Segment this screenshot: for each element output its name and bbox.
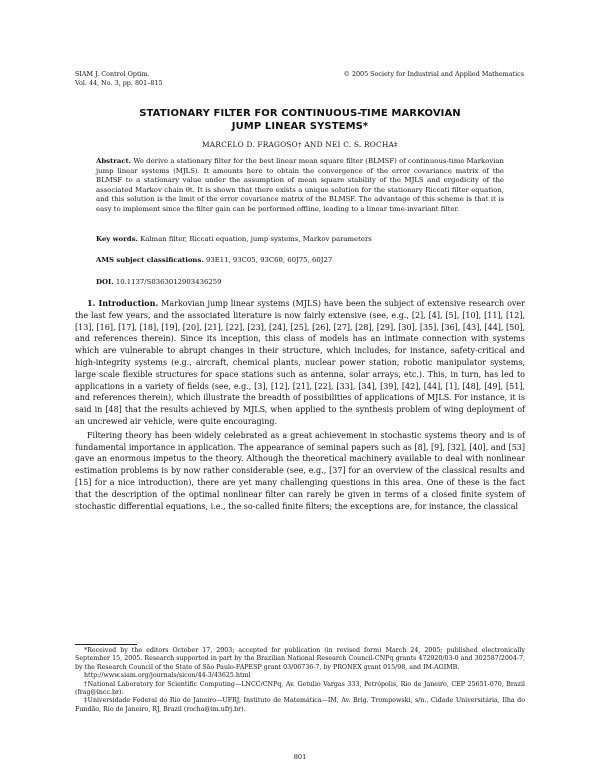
keywords bbox=[96, 235, 504, 244]
page-number: 801 bbox=[293, 753, 307, 761]
keywords-text: Kalman filter, Riccati equation, jump systems, Markov parameters bbox=[140, 235, 372, 243]
paper-body bbox=[75, 298, 525, 512]
ams-classifications bbox=[96, 256, 504, 265]
journal-header bbox=[75, 70, 163, 87]
title-line-1: STATIONARY FILTER FOR CONTINUOUS-TIME MARKOVIAN bbox=[139, 108, 461, 119]
footnotes bbox=[75, 647, 525, 714]
section-heading: 1. Introduction. bbox=[87, 298, 159, 308]
paper-title bbox=[60, 108, 540, 133]
author-list: MARCELO D. FRAGOSO† AND NEI C. S. ROCHA‡ bbox=[202, 140, 398, 149]
doi bbox=[96, 278, 504, 287]
footnote-received: *Received by the editors October 17, 2003; accepted for publication (in revised form) March 24, 2005; published electronically September 15, 2005. Research supported in part by the Brazilian National Research Council-CNPq grants 472920/03-0 and 302587/2004-7, by the Research Council of the State of São Paulo-FAPESP grant 03/06736-7, by PRONEX grant 015/98, and IM-AGIMB. bbox=[75, 647, 525, 671]
title-line-2: JUMP LINEAR SYSTEMS* bbox=[231, 120, 369, 132]
abstract-label: Abstract. bbox=[96, 157, 132, 165]
footnote-rule bbox=[75, 644, 137, 645]
footnote-affiliation-1: †National Laboratory for Scientific Computing—LNCC/CNPq, Av. Getulio Vargas 333, Petrópolis, Rio de Janeiro, CEP 25651-070, Brazil (frag@lncc.br). bbox=[75, 680, 525, 697]
keywords-label: Key words. bbox=[96, 235, 138, 243]
intro-paragraph-1 bbox=[75, 298, 525, 428]
abstract-text: We derive a stationary filter for the best linear mean square filter (BLMSF) of continuous-time Markovian jump linear systems (MJLS). It amounts here to obtain the convergence of the error covariance matrix of the BLMSF to a stationary value under the assumption of mean square stability of the MJLS and ergodicity of the associated Markov chain θt. It is shown that there exists a unique solution for the stationary Riccati filter equation, and this solution is the limit of the error covariance matrix of the BLMSF. The advantage of this scheme is that it is easy to implement since the filter gain can be performed offline, leading to a linear time-invariant filter. bbox=[96, 157, 504, 213]
intro-paragraph-2: Filtering theory has been widely celebrated as a great achievement in stochastic systems theory and is of fundamental importance in application. The appearance of seminal papers such as [8], [9], [32], [40], and [53] gave an enormous impetus to the theory. Although the theoretical machinery available to deal with nonlinear estimation problems is by now rather considerable (see, e.g., [37] for an overview of the classical results and [15] for a nice introduction), there are yet many challenging questions in this area. One of these is the fact that the description of the optimal nonlinear filter can rarely be given in terms of a closed finite system of stochastic differential equations, i.e., the so-called finite filters; the exceptions are, for instance, the classical bbox=[75, 430, 525, 511]
footnote-url: http://www.siam.org/journals/sicon/44-3/43625.html bbox=[84, 672, 251, 680]
journal-volume: Vol. 44, No. 3, pp. 801–815 bbox=[75, 78, 163, 87]
abstract bbox=[96, 157, 504, 215]
intro-paragraph-1-text: Markovian jump linear systems (MJLS) have been the subject of extensive research over the last few years, and the associated literature is now fairly extensive (see, e.g., [2], [4], [5], [10], [11], [12], [13], [16], [17], [18], [19], [20], [21], [22], [23], [24], [25], [26], [27], [28], [29], [30], [35], [36], [43], [44], [50], and references therein). Since its inception, this class of models has an intimate connection with systems which are vulnerable to abrupt changes in their structure, which includes, for instance, safety-critical and high-integrity systems (e.g., aircraft, chemical plants, nuclear power station, robotic manipulator systems, large scale flexible structures for space stations such as antenna, solar arrays, etc.). This, in turn, has led to applications in a variety of fields (see, e.g., [3], [12], [21], [22], [33], [34], [39], [42], [44], [1], [48], [49], [51], and references therein), which illustrate the breadth of possibilities of applications of MJLS. For instance, it is said in [48] that the results achieved by MJLS, when applied to the synthesis problem of wing deployment of an uncrewed air vehicle, were quite encouraging. bbox=[75, 299, 525, 426]
ams-label: AMS subject classifications. bbox=[96, 256, 204, 264]
journal-name: SIAM J. Control Optim. bbox=[75, 70, 150, 78]
copyright-notice: © 2005 Society for Industrial and Applied Mathematics bbox=[343, 70, 524, 78]
doi-label: DOI. bbox=[96, 278, 114, 286]
doi-text: 10.1137/S0363012903436259 bbox=[115, 278, 222, 286]
footnote-affiliation-2: ‡Universidade Federal do Rio de Janeiro—UFRJ, Instituto de Matemática—IM, Av. Brig. Trompowski, s/n., Cidade Universitária, Ilha do Fundão, Rio de Janeiro, RJ, Brazil (rocha@im.ufrj.br). bbox=[75, 697, 525, 713]
ams-text: 93E11, 93C05, 93C60, 60J75, 60J27 bbox=[205, 256, 333, 264]
